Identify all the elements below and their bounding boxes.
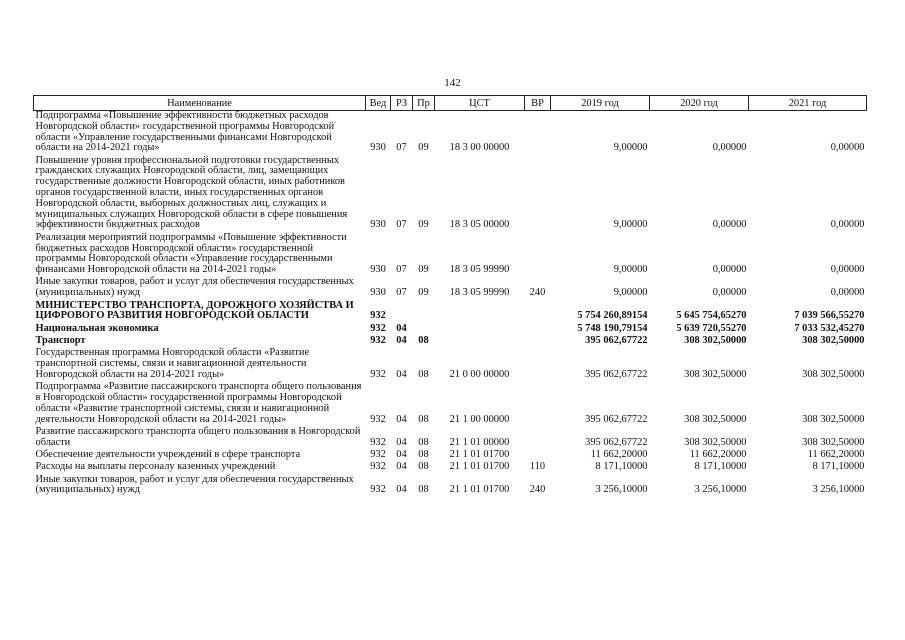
row-pr: 08 xyxy=(418,448,429,460)
row-value-2021: 308 302,50000 xyxy=(802,413,865,425)
row-cst: 21 1 01 01700 xyxy=(449,448,510,460)
row-name: Иные закупки товаров, работ и услуг для обеспечения государственных (муниципальных) нужд xyxy=(35,276,354,299)
row-ved: 932 xyxy=(370,413,386,425)
row-rz xyxy=(391,301,413,324)
header-ved: Вед xyxy=(366,96,391,111)
row-value-2020: 5 645 754,65270 xyxy=(676,310,747,322)
row-name: Подпрограмма «Развитие пассажирского транспорта общего пользования в Новгородской области» государственной программы Новгородской области «Развитие транспортной системы, связи и навигационной деятельности Новгородской области на 2014-2021 годы» xyxy=(35,381,362,425)
row-pr: 08 xyxy=(418,484,429,496)
row-ved: 932 xyxy=(370,310,386,322)
row-value-2021: 11 662,20000 xyxy=(807,448,865,460)
row-value-2021: 0,00000 xyxy=(830,264,865,276)
row-cst: 18 3 05 99990 xyxy=(449,287,510,299)
table-row xyxy=(34,348,867,382)
row-value-2019: 395 062,67722 xyxy=(585,436,648,448)
table-body xyxy=(34,111,867,498)
row-rz: 04 xyxy=(396,334,407,346)
row-name: Развитие пассажирского транспорта общего пользования в Новгородской области xyxy=(35,425,361,448)
table-row xyxy=(34,462,867,474)
row-ved: 930 xyxy=(370,287,386,299)
row-value-2020: 0,00000 xyxy=(712,287,747,299)
row-cst: 21 1 00 00000 xyxy=(449,413,510,425)
row-vr xyxy=(525,301,551,324)
row-value-2019: 8 171,10000 xyxy=(595,461,648,473)
row-value-2021: 7 033 532,45270 xyxy=(794,322,865,334)
row-rz: 04 xyxy=(396,448,407,460)
row-pr: 08 xyxy=(418,436,429,448)
header-2019: 2019 год xyxy=(551,96,650,111)
row-ved: 930 xyxy=(370,142,386,154)
row-pr xyxy=(413,301,435,324)
row-ved: 930 xyxy=(370,264,386,276)
row-cst: 21 1 01 00000 xyxy=(449,436,510,448)
row-value-2020: 308 302,50000 xyxy=(684,436,747,448)
header-2021: 2021 год xyxy=(749,96,867,111)
row-value-2019: 3 256,10000 xyxy=(595,484,648,496)
row-value-2020: 0,00000 xyxy=(712,264,747,276)
row-value-2019: 11 662,20000 xyxy=(590,448,648,460)
row-vr xyxy=(525,111,551,156)
row-vr: 240 xyxy=(529,287,546,299)
row-cst: 18 3 05 00000 xyxy=(449,219,510,231)
row-vr xyxy=(525,324,551,336)
row-rz: 04 xyxy=(396,461,407,473)
header-name: Наименование xyxy=(34,96,366,111)
row-vr xyxy=(525,427,551,450)
row-name: Обеспечение деятельности учреждений в сфере транспорта xyxy=(35,448,301,460)
header-vr: ВР xyxy=(525,96,551,111)
row-vr xyxy=(525,336,551,348)
table-row xyxy=(34,427,867,450)
table-row xyxy=(34,156,867,233)
row-value-2019: 395 062,67722 xyxy=(585,413,648,425)
row-vr xyxy=(525,348,551,382)
row-value-2020: 3 256,10000 xyxy=(694,484,747,496)
row-name: Расходы на выплаты персоналу казенных учреждений xyxy=(35,461,276,473)
row-ved: 932 xyxy=(370,368,386,380)
row-value-2020: 11 662,20000 xyxy=(689,448,747,460)
row-ved: 932 xyxy=(370,461,386,473)
header-rz: РЗ xyxy=(391,96,413,111)
row-value-2020: 308 302,50000 xyxy=(684,334,747,346)
row-value-2021: 308 302,50000 xyxy=(802,436,865,448)
row-value-2021: 8 171,10000 xyxy=(812,461,865,473)
row-pr: 08 xyxy=(418,368,429,380)
row-value-2020: 308 302,50000 xyxy=(684,368,747,380)
row-pr: 09 xyxy=(418,142,429,154)
row-pr: 09 xyxy=(418,219,429,231)
row-ved: 932 xyxy=(370,322,386,334)
row-value-2019: 395 062,67722 xyxy=(585,368,648,380)
row-cst xyxy=(435,324,525,336)
row-rz: 07 xyxy=(396,219,407,231)
header-pr: Пр xyxy=(413,96,435,111)
row-vr xyxy=(525,382,551,427)
row-value-2019: 9,00000 xyxy=(613,142,648,154)
row-value-2020: 8 171,10000 xyxy=(694,461,747,473)
row-pr: 08 xyxy=(418,413,429,425)
row-rz: 07 xyxy=(396,142,407,154)
table-row xyxy=(34,233,867,278)
table-row xyxy=(34,277,867,300)
row-value-2021: 308 302,50000 xyxy=(802,334,865,346)
row-cst: 21 1 01 01700 xyxy=(449,461,510,473)
row-ved: 930 xyxy=(370,219,386,231)
row-value-2020: 0,00000 xyxy=(712,219,747,231)
row-cst xyxy=(435,301,525,324)
row-name: Национальная экономика xyxy=(35,322,159,334)
row-vr: 240 xyxy=(529,484,546,496)
row-pr: 09 xyxy=(418,264,429,276)
row-value-2021: 0,00000 xyxy=(830,287,865,299)
table-row xyxy=(34,475,867,498)
row-value-2020: 5 639 720,55270 xyxy=(676,322,747,334)
row-value-2019: 9,00000 xyxy=(613,264,648,276)
row-vr xyxy=(525,156,551,233)
budget-table xyxy=(33,95,867,498)
row-rz: 04 xyxy=(396,322,407,334)
row-rz: 04 xyxy=(396,413,407,425)
row-name: Иные закупки товаров, работ и услуг для обеспечения государственных (муниципальных) нужд xyxy=(35,473,354,496)
row-pr: 08 xyxy=(418,461,429,473)
row-pr: 09 xyxy=(418,287,429,299)
row-name: Подпрограмма «Повышение эффективности бюджетных расходов Новгородской области» государственной программы Новгородской области «Управление государственными финансами Новгородской области на 2014-2021 годы» xyxy=(35,110,335,154)
row-name: Повышение уровня профессиональной подготовки государственных гражданских служащих Новгородской области, лиц, замещающих государственные должности Новгородской области, иных работников органов государственной власти, иных государственных органов Новгородской области, выборных должностных лиц, служащих и муниципальных служащих Новгородской области в сфере повышения эффективности бюджетных расходов xyxy=(35,154,348,231)
table-row xyxy=(34,111,867,156)
row-value-2020: 0,00000 xyxy=(712,142,747,154)
row-ved: 932 xyxy=(370,448,386,460)
row-rz: 04 xyxy=(396,484,407,496)
row-value-2021: 0,00000 xyxy=(830,219,865,231)
row-ved: 932 xyxy=(370,484,386,496)
row-cst xyxy=(435,336,525,348)
row-rz: 04 xyxy=(396,368,407,380)
row-value-2019: 9,00000 xyxy=(613,287,648,299)
table-row xyxy=(34,382,867,427)
row-ved: 932 xyxy=(370,436,386,448)
row-cst: 21 1 01 01700 xyxy=(449,484,510,496)
header-cst: ЦСТ xyxy=(435,96,525,111)
row-cst: 21 0 00 00000 xyxy=(449,368,510,380)
row-ved: 932 xyxy=(370,334,386,346)
row-cst: 18 3 00 00000 xyxy=(449,142,510,154)
page-number: 142 xyxy=(444,77,461,89)
row-value-2019: 395 062,67722 xyxy=(585,334,648,346)
row-value-2021: 3 256,10000 xyxy=(812,484,865,496)
row-pr: 08 xyxy=(418,334,429,346)
row-name: Транспорт xyxy=(35,334,86,346)
row-value-2021: 308 302,50000 xyxy=(802,368,865,380)
row-name: МИНИСТЕРСТВО ТРАНСПОРТА, ДОРОЖНОГО ХОЗЯЙСТВА И ЦИФРОВОГО РАЗВИТИЯ НОВГОРОДСКОЙ ОБЛАСТИ xyxy=(35,299,354,322)
row-rz: 07 xyxy=(396,287,407,299)
row-value-2019: 5 754 260,89154 xyxy=(577,310,648,322)
header-2020: 2020 год xyxy=(650,96,749,111)
row-name: Реализация мероприятий подпрограммы «Повышение эффективности бюджетных расходов Новгородской области» государственной программы Новгородской области «Управление государственными финансами Новгородской области на 2014-2021 годы» xyxy=(35,231,347,276)
row-rz: 07 xyxy=(396,264,407,276)
row-vr: 110 xyxy=(529,461,546,473)
row-vr xyxy=(525,233,551,278)
row-name: Государственная программа Новгородской области «Развитие транспортной системы, связи и навигационной деятельности Новгородской области на 2014-2021 годы» xyxy=(35,347,310,380)
row-rz: 04 xyxy=(396,436,407,448)
table-row xyxy=(34,301,867,324)
row-cst: 18 3 05 99990 xyxy=(449,264,510,276)
table-header-row xyxy=(34,96,867,111)
row-value-2020: 308 302,50000 xyxy=(684,413,747,425)
row-value-2019: 9,00000 xyxy=(613,219,648,231)
row-value-2019: 5 748 190,79154 xyxy=(577,322,648,334)
row-value-2021: 0,00000 xyxy=(830,142,865,154)
row-value-2021: 7 039 566,55270 xyxy=(794,310,865,322)
